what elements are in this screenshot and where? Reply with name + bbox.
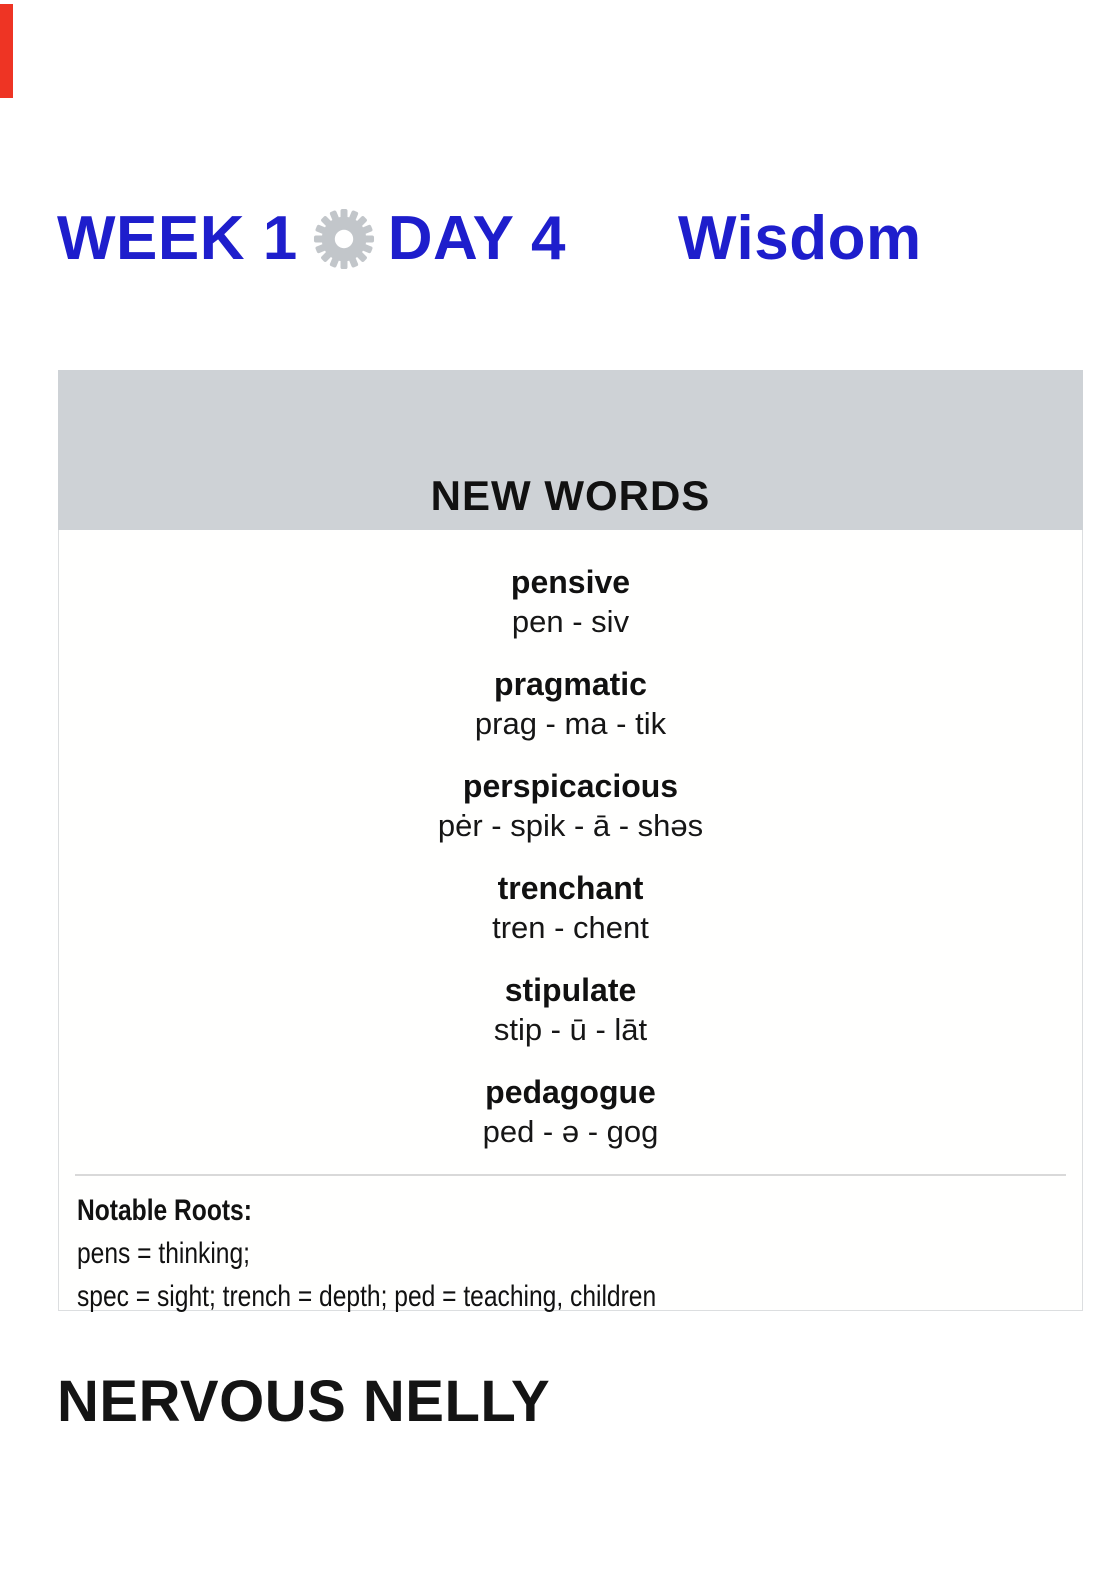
word-text: pedagogue <box>485 1074 656 1110</box>
topic-label: Wisdom <box>678 204 922 273</box>
week-label: WEEK 1 <box>57 204 298 273</box>
notable-roots <box>59 1176 1082 1318</box>
word-text: trenchant <box>497 870 644 906</box>
word-list <box>59 562 1082 1152</box>
word-entry <box>59 664 1082 744</box>
word-pronunciation: pėr - spik - ā - shəs <box>437 808 704 843</box>
word-entry <box>59 562 1082 642</box>
word-pronunciation: tren - chent <box>492 910 649 945</box>
band-title: NEW WORDS <box>430 472 711 519</box>
word-entry <box>59 868 1082 948</box>
word-pronunciation: prag - ma - tik <box>474 706 667 741</box>
day-label: DAY 4 <box>387 204 567 273</box>
red-marker <box>0 4 13 98</box>
word-entry <box>59 766 1082 846</box>
word-entry <box>59 970 1082 1050</box>
word-entry <box>59 1072 1082 1152</box>
new-words-card <box>58 370 1083 1311</box>
section-title: NERVOUS NELLY <box>57 1369 551 1434</box>
word-pronunciation: stip - ū - lāt <box>493 1012 648 1047</box>
word-text: pragmatic <box>494 666 647 702</box>
word-text: stipulate <box>504 972 637 1008</box>
gear-icon <box>313 208 375 270</box>
new-words-band <box>58 370 1083 530</box>
word-text: perspicacious <box>462 768 679 804</box>
notable-roots-line: pens = thinking; <box>77 1237 251 1270</box>
notable-roots-title: Notable Roots: <box>77 1194 252 1227</box>
word-text: pensive <box>510 564 631 600</box>
word-pronunciation: ped - ə - gog <box>482 1114 659 1149</box>
notable-roots-line: spec = sight; trench = depth; ped = teaching, children <box>77 1280 657 1313</box>
page-header <box>57 203 922 274</box>
word-pronunciation: pen - siv <box>511 604 630 639</box>
